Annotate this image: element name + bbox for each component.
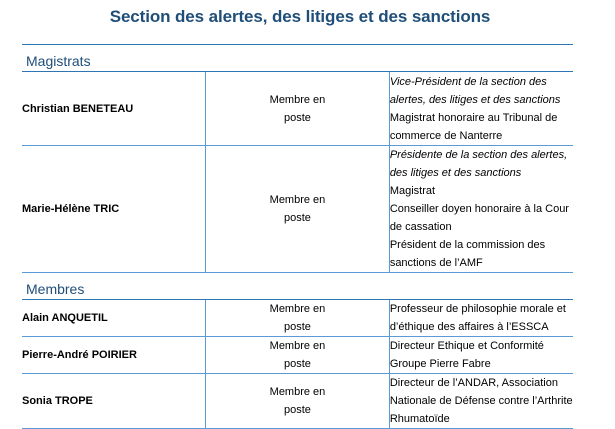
role-line: Conseiller doyen honoraire à la Cour de cassation [389, 203, 569, 233]
section-heading: Membres [22, 273, 573, 300]
section-header-membres [22, 273, 573, 300]
section-header-magistrats [22, 45, 573, 72]
role-line: Président de la commission des sanctions de l’AMF [389, 239, 546, 269]
member-roles [389, 300, 573, 337]
member-status: Membre en poste [269, 93, 326, 124]
table-row [22, 72, 573, 146]
member-roles [389, 337, 573, 374]
role-line: Directeur Ethique et Conformité Groupe Pierre Fabre [389, 340, 544, 370]
member-status: Membre en poste [269, 340, 326, 370]
role-line: Professeur de philosophie morale et d’éthique des affaires à l’ESSCA [389, 303, 566, 333]
role-line: Présidente de la section des alertes, des litiges et des sanctions [389, 149, 568, 179]
member-status: Membre en poste [269, 386, 326, 416]
member-name: Alain ANQUETIL [22, 300, 206, 337]
role-line: Directeur de l’ANDAR, Association Nationale de Défense contre l’Arthrite Rhumatoïde [389, 377, 573, 425]
member-roles [389, 72, 573, 146]
role-line: Magistrat [389, 185, 436, 197]
member-name: Christian BENETEAU [22, 72, 206, 146]
member-roles [389, 146, 573, 273]
table-row [22, 374, 573, 429]
member-name: Sonia TROPE [22, 374, 206, 429]
member-name: Marie-Hélène TRIC [22, 146, 206, 273]
member-status: Membre en poste [269, 303, 326, 333]
role-line: Vice-Président de la section des alertes, des litiges et des sanctions [389, 75, 561, 106]
member-name: Pierre-André POIRIER [22, 337, 206, 374]
table-row [22, 337, 573, 374]
section-heading: Magistrats [22, 45, 573, 72]
table-row [22, 146, 573, 273]
members-table-body [22, 45, 573, 429]
members-table [22, 44, 573, 429]
member-roles [389, 374, 573, 429]
role-line: Magistrat honoraire au Tribunal de commerce de Nanterre [389, 111, 558, 142]
page-title: Section des alertes, des litiges et des sanctions [109, 7, 491, 26]
table-row [22, 300, 573, 337]
member-status: Membre en poste [269, 194, 326, 224]
